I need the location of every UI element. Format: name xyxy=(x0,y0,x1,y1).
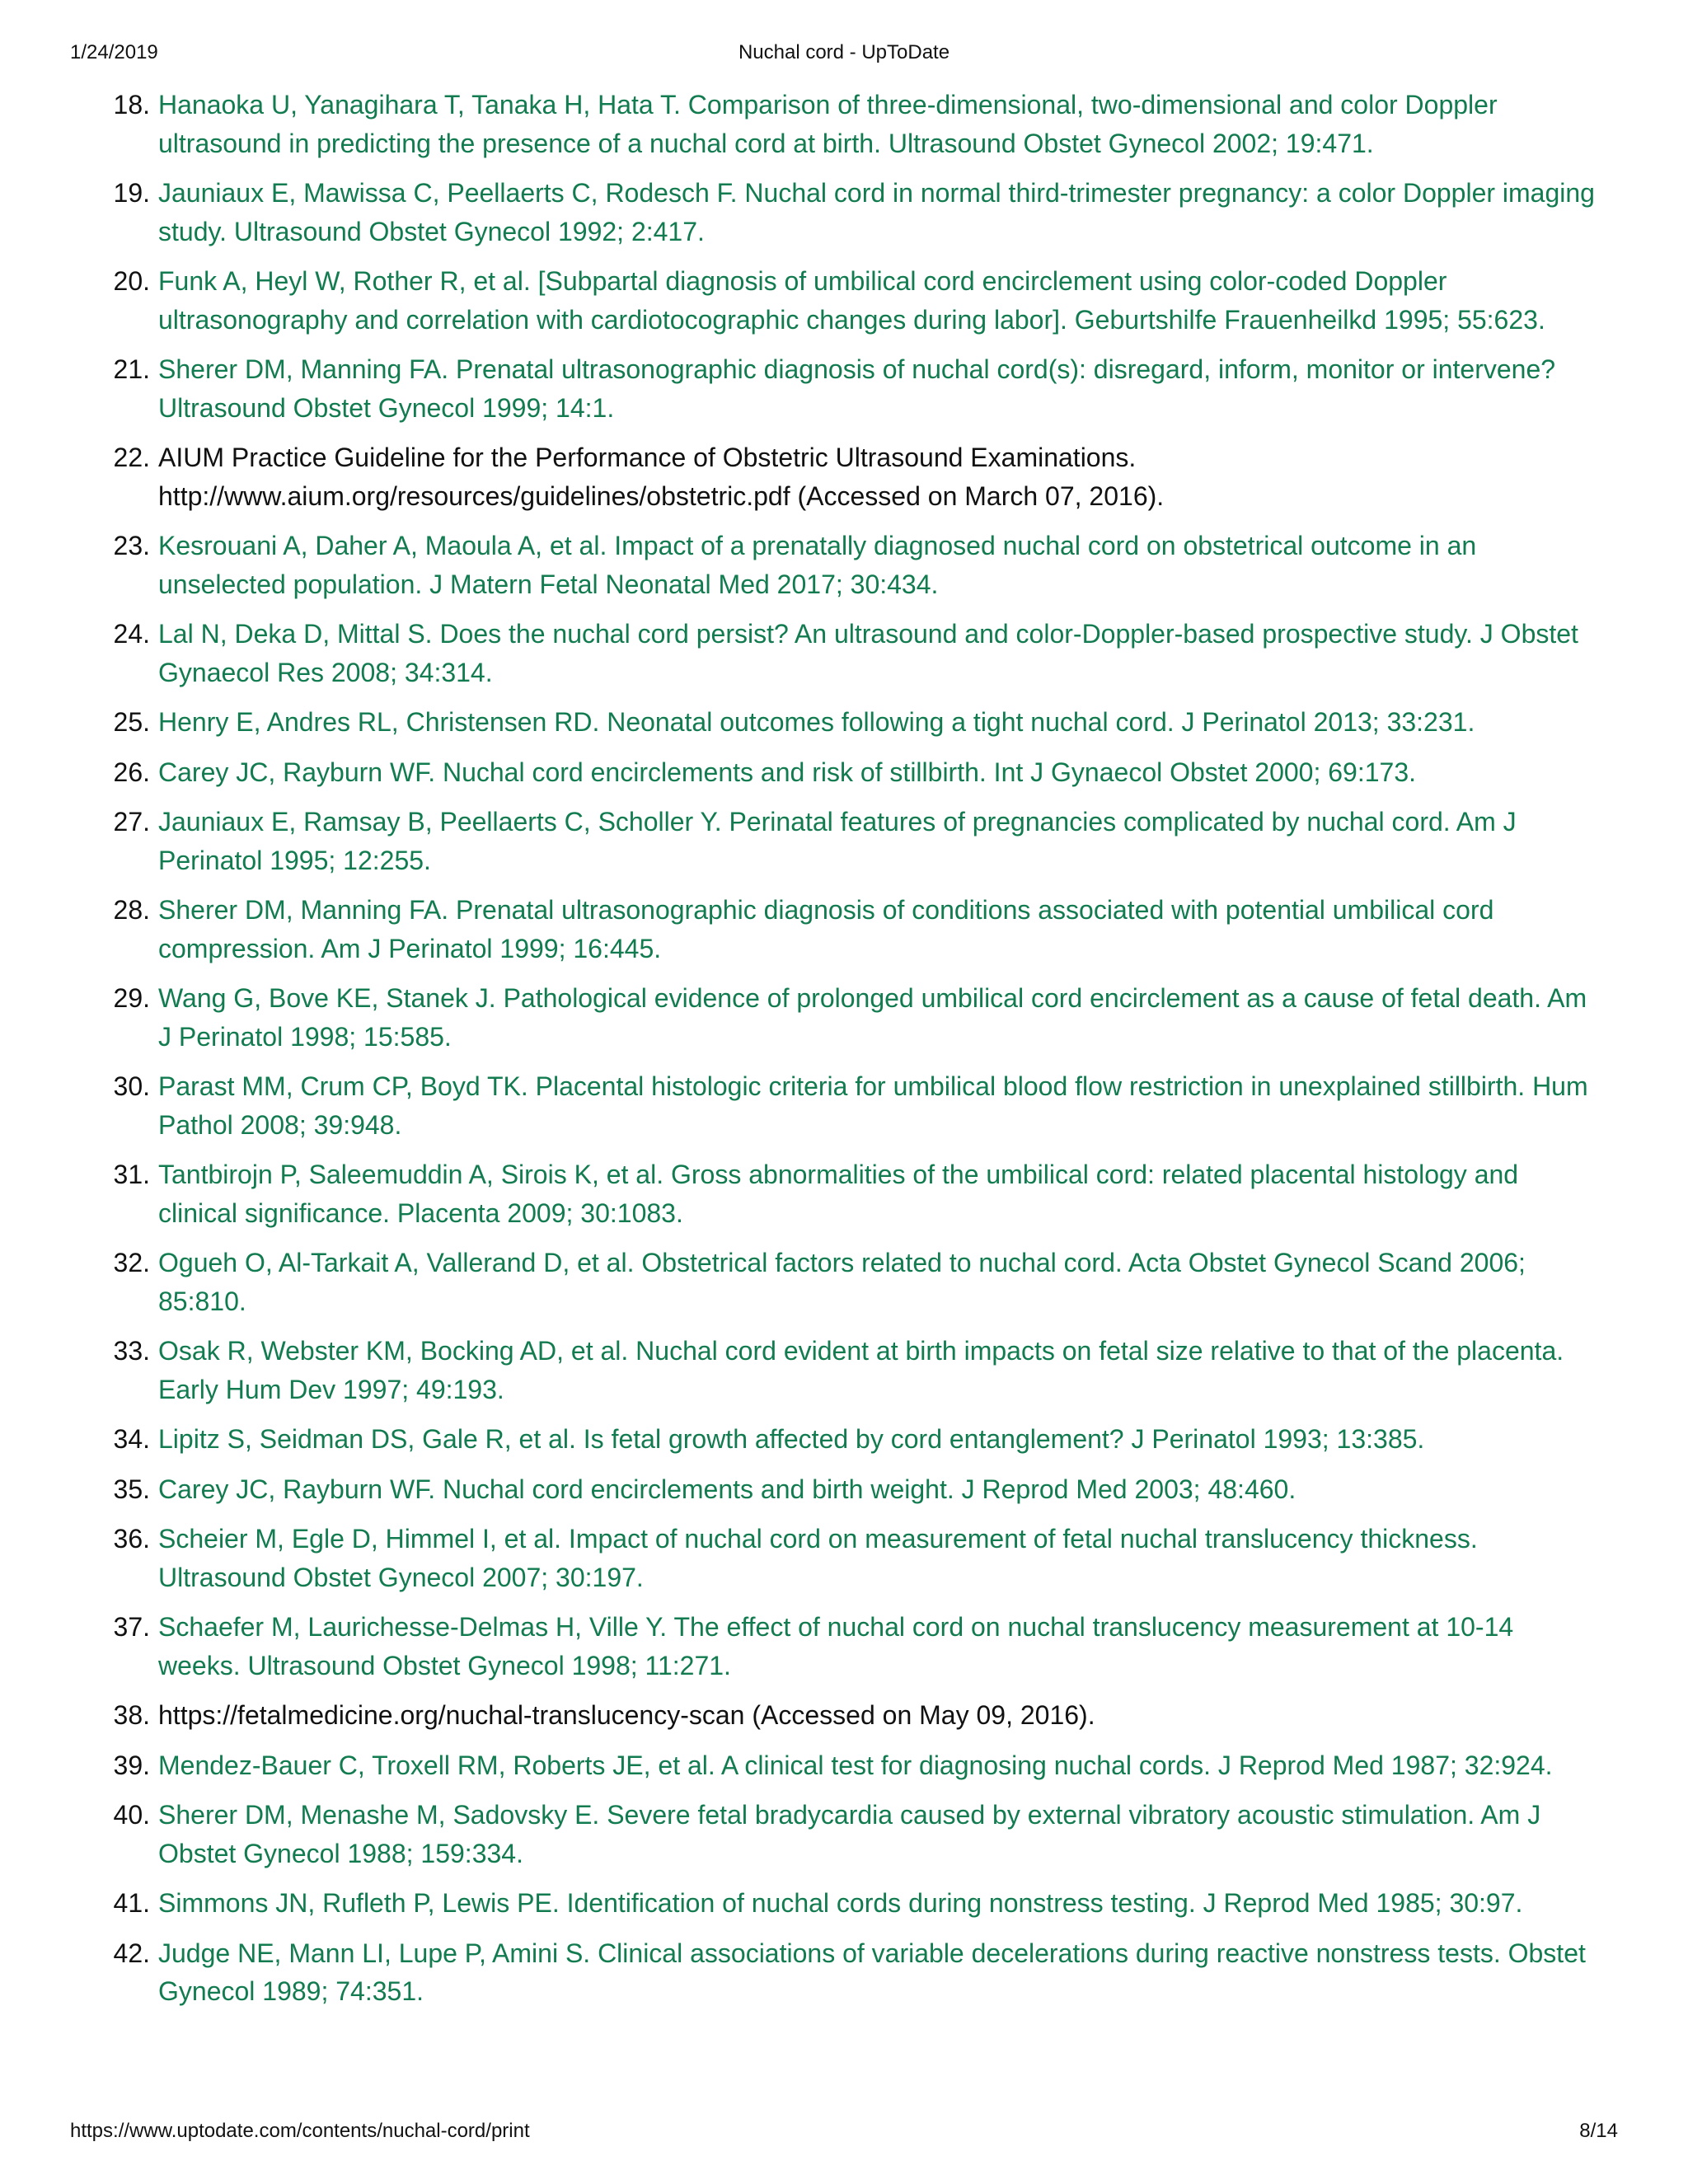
reference-number: 19. xyxy=(113,178,150,208)
reference-number: 29. xyxy=(113,983,150,1013)
reference-text: AIUM Practice Guideline for the Performance of Obstetric Ultrasound Examinations. http://www.aium.org/resources/guidelines/obstetric.pdf (Accessed on March 07, 2016). xyxy=(158,443,1165,511)
reference-item xyxy=(0,1934,1688,2011)
reference-item xyxy=(0,1884,1688,1923)
reference-link[interactable]: Osak R, Webster KM, Bocking AD, et al. Nuchal cord evident at birth impacts on fetal size relative to that of the placenta. Early Hum Dev 1997; 49:193. xyxy=(158,1336,1564,1404)
reference-number: 27. xyxy=(113,807,150,837)
reference-item xyxy=(0,1067,1688,1144)
reference-item xyxy=(0,86,1688,162)
reference-number: 37. xyxy=(113,1612,150,1642)
reference-number: 40. xyxy=(113,1800,150,1830)
reference-text: https://fetalmedicine.org/nuchal-translucency-scan (Accessed on May 09, 2016). xyxy=(158,1700,1095,1730)
reference-item xyxy=(0,1520,1688,1596)
reference-number: 36. xyxy=(113,1524,150,1554)
reference-item xyxy=(0,527,1688,603)
reference-item xyxy=(0,1470,1688,1509)
reference-item xyxy=(0,350,1688,427)
reference-number: 25. xyxy=(113,707,150,737)
reference-link[interactable]: Sherer DM, Manning FA. Prenatal ultrasonographic diagnosis of nuchal cord(s): disregard, inform, monitor or intervene? Ultrasound Obstet Gynecol 1999; 14:1. xyxy=(158,354,1556,423)
reference-link[interactable]: Sherer DM, Manning FA. Prenatal ultrasonographic diagnosis of conditions associated with potential umbilical cord compression. Am J Perinatol 1999; 16:445. xyxy=(158,895,1494,963)
reference-item xyxy=(0,174,1688,251)
reference-number: 28. xyxy=(113,895,150,925)
reference-item xyxy=(0,615,1688,691)
reference-number: 34. xyxy=(113,1424,150,1454)
reference-item xyxy=(0,891,1688,968)
reference-link[interactable]: Tantbirojn P, Saleemuddin A, Sirois K, et al. Gross abnormalities of the umbilical cord: related placental histology and clinical significance. Placenta 2009; 30:1083. xyxy=(158,1160,1519,1228)
reference-item xyxy=(0,1696,1688,1735)
reference-item xyxy=(0,979,1688,1056)
reference-link[interactable]: Scheier M, Egle D, Himmel I, et al. Impact of nuchal cord on measurement of fetal nuchal translucency thickness. Ultrasound Obstet Gynecol 2007; 30:197. xyxy=(158,1524,1478,1592)
reference-number: 31. xyxy=(113,1160,150,1189)
reference-link[interactable]: Lipitz S, Seidman DS, Gale R, et al. Is fetal growth affected by cord entanglement? J Perinatol 1993; 13:385. xyxy=(158,1424,1425,1454)
page-number: 8/14 xyxy=(1579,2120,1618,2142)
reference-list xyxy=(0,86,1688,2022)
reference-number: 38. xyxy=(113,1700,150,1730)
reference-link[interactable]: Hanaoka U, Yanagihara T, Tanaka H, Hata T. Comparison of three-dimensional, two-dimensional and color Doppler ultrasound in predicting the presence of a nuchal cord at birth. Ultrasound Obstet Gynecol 2002; 19:471. xyxy=(158,90,1498,158)
reference-item xyxy=(0,438,1688,515)
reference-link[interactable]: Judge NE, Mann LI, Lupe P, Amini S. Clinical associations of variable decelerations during reactive nonstress tests. Obstet Gynecol 1989; 74:351. xyxy=(158,1938,1586,2006)
reference-link[interactable]: Carey JC, Rayburn WF. Nuchal cord encirclements and birth weight. J Reprod Med 2003; 48:460. xyxy=(158,1474,1296,1504)
reference-item xyxy=(0,262,1688,339)
reference-item xyxy=(0,1796,1688,1872)
reference-item xyxy=(0,753,1688,792)
reference-item xyxy=(0,803,1688,879)
reference-link[interactable]: Jauniaux E, Ramsay B, Peellaerts C, Scholler Y. Perinatal features of pregnancies complicated by nuchal cord. Am J Perinatol 1995; 12:255. xyxy=(158,807,1517,875)
print-date: 1/24/2019 xyxy=(70,41,158,63)
reference-number: 18. xyxy=(113,90,150,120)
reference-link[interactable]: Ogueh O, Al-Tarkait A, Vallerand D, et al. Obstetrical factors related to nuchal cord. Acta Obstet Gynecol Scand 2006; 85:810. xyxy=(158,1248,1526,1316)
reference-number: 35. xyxy=(113,1474,150,1504)
reference-number: 39. xyxy=(113,1750,150,1780)
reference-number: 30. xyxy=(113,1071,150,1101)
print-url: https://www.uptodate.com/contents/nuchal-cord/print xyxy=(70,2120,530,2142)
reference-number: 24. xyxy=(113,619,150,649)
reference-number: 21. xyxy=(113,354,150,384)
reference-number: 20. xyxy=(113,266,150,296)
reference-link[interactable]: Lal N, Deka D, Mittal S. Does the nuchal cord persist? An ultrasound and color-Doppler-based prospective study. J Obstet Gynaecol Res 2008; 34:314. xyxy=(158,619,1578,687)
reference-number: 33. xyxy=(113,1336,150,1366)
reference-link[interactable]: Schaefer M, Laurichesse-Delmas H, Ville Y. The effect of nuchal cord on nuchal translucency measurement at 10-14 weeks. Ultrasound Obstet Gynecol 1998; 11:271. xyxy=(158,1612,1514,1680)
reference-link[interactable]: Funk A, Heyl W, Rother R, et al. [Subpartal diagnosis of umbilical cord encirclement using color-coded Doppler ultrasonography and correlation with cardiotocographic changes during labor]. Geburtshilfe Frauenheilkd 1995; 55:623. xyxy=(158,266,1545,335)
reference-item xyxy=(0,703,1688,742)
reference-number: 42. xyxy=(113,1938,150,1968)
reference-number: 32. xyxy=(113,1248,150,1277)
reference-item xyxy=(0,1420,1688,1459)
reference-link[interactable]: Parast MM, Crum CP, Boyd TK. Placental histologic criteria for umbilical blood flow restriction in unexplained stillbirth. Hum Pathol 2008; 39:948. xyxy=(158,1071,1588,1140)
reference-link[interactable]: Mendez-Bauer C, Troxell RM, Roberts JE, et al. A clinical test for diagnosing nuchal cords. J Reprod Med 1987; 32:924. xyxy=(158,1750,1553,1780)
reference-item xyxy=(0,1608,1688,1685)
reference-link[interactable]: Jauniaux E, Mawissa C, Peellaerts C, Rodesch F. Nuchal cord in normal third-trimester pregnancy: a color Doppler imaging study. Ultrasound Obstet Gynecol 1992; 2:417. xyxy=(158,178,1595,246)
reference-item xyxy=(0,1155,1688,1232)
reference-link[interactable]: Wang G, Bove KE, Stanek J. Pathological evidence of prolonged umbilical cord encirclement as a cause of fetal death. Am J Perinatol 1998; 15:585. xyxy=(158,983,1587,1052)
reference-link[interactable]: Carey JC, Rayburn WF. Nuchal cord encirclements and risk of stillbirth. Int J Gynaecol Obstet 2000; 69:173. xyxy=(158,757,1416,787)
page-title: Nuchal cord - UpToDate xyxy=(738,41,950,63)
reference-number: 23. xyxy=(113,531,150,560)
reference-item xyxy=(0,1244,1688,1320)
reference-link[interactable]: Sherer DM, Menashe M, Sadovsky E. Severe fetal bradycardia caused by external vibratory acoustic stimulation. Am J Obstet Gynecol 1988; 159:334. xyxy=(158,1800,1541,1868)
reference-link[interactable]: Henry E, Andres RL, Christensen RD. Neonatal outcomes following a tight nuchal cord. J Perinatol 2013; 33:231. xyxy=(158,707,1475,737)
reference-item xyxy=(0,1332,1688,1408)
reference-link[interactable]: Simmons JN, Rufleth P, Lewis PE. Identification of nuchal cords during nonstress testing. J Reprod Med 1985; 30:97. xyxy=(158,1888,1523,1918)
reference-item xyxy=(0,1746,1688,1785)
reference-number: 26. xyxy=(113,757,150,787)
reference-number: 22. xyxy=(113,443,150,472)
reference-link[interactable]: Kesrouani A, Daher A, Maoula A, et al. Impact of a prenatally diagnosed nuchal cord on obstetrical outcome in an unselected population. J Matern Fetal Neonatal Med 2017; 30:434. xyxy=(158,531,1477,599)
reference-number: 41. xyxy=(113,1888,150,1918)
